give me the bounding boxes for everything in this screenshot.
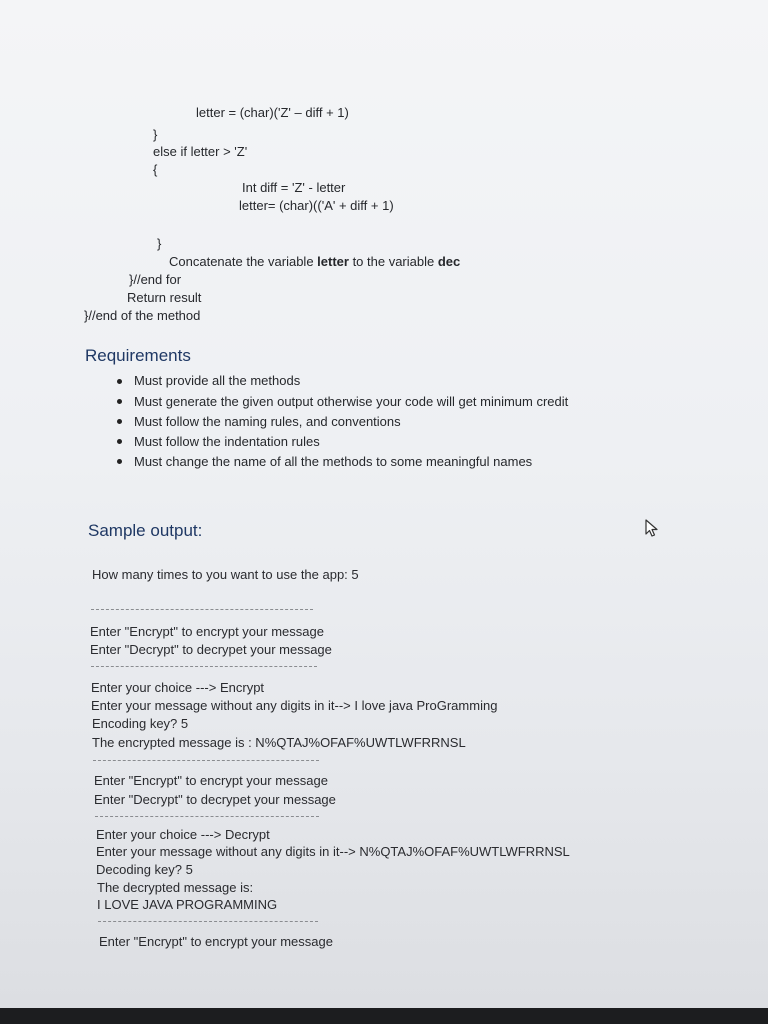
output-line: Enter "Decrypt" to decrypet your message <box>94 792 336 807</box>
bullet-icon <box>117 419 122 424</box>
code-line: letter= (char)(('A' + diff + 1) <box>239 198 394 213</box>
output-line: Enter your message without any digits in it--> N%QTAJ%OFAF%UWTLWFRRNSL <box>96 844 570 859</box>
dashed-divider <box>95 816 319 817</box>
dashed-divider <box>91 609 313 610</box>
list-item: Must follow the naming rules, and conventions <box>134 414 401 429</box>
bullet-icon <box>117 399 122 404</box>
monitor-bezel <box>0 1008 768 1024</box>
code-concatenate-line <box>169 254 460 270</box>
code-line: }//end of the method <box>84 308 201 323</box>
mouse-pointer-icon <box>644 519 660 537</box>
code-brace: { <box>153 162 158 177</box>
output-line: Enter "Encrypt" to encrypt your message <box>94 773 328 788</box>
code-line: Return result <box>127 290 202 305</box>
code-text: Concatenate the variable <box>169 254 318 269</box>
output-line: The decrypted message is: <box>97 880 254 895</box>
output-line: Decoding key? 5 <box>96 862 193 877</box>
code-line: letter = (char)('Z' – diff + 1) <box>196 105 349 120</box>
variable-name: letter <box>317 254 349 269</box>
output-line: Enter your choice ---> Decrypt <box>96 827 270 842</box>
code-line: }//end for <box>129 272 182 287</box>
output-line: Enter your message without any digits in it--> I love java ProGramming <box>91 698 498 713</box>
bullet-icon <box>117 459 122 464</box>
list-item: Must generate the given output otherwise your code will get minimum credit <box>134 394 569 409</box>
list-item: Must follow the indentation rules <box>134 434 320 449</box>
output-line: Enter "Encrypt" to encrypt your message <box>90 624 324 639</box>
list-item: Must change the name of all the methods to some meaningful names <box>134 454 533 469</box>
code-brace: } <box>153 127 158 142</box>
list-item: Must provide all the methods <box>134 373 301 388</box>
output-line: The encrypted message is : N%QTAJ%OFAF%UWTLWFRRNSL <box>92 735 466 750</box>
code-line: Int diff = 'Z' - letter <box>242 180 346 195</box>
code-line: else if letter > 'Z' <box>153 144 248 159</box>
sample-output-heading: Sample output: <box>88 521 203 540</box>
output-line: Enter "Encrypt" to encrypt your message <box>99 934 333 949</box>
requirements-heading: Requirements <box>85 346 191 365</box>
bullet-icon <box>117 439 122 444</box>
dashed-divider <box>93 760 319 761</box>
dashed-divider <box>98 921 318 922</box>
code-brace: } <box>157 236 162 251</box>
bullet-icon <box>117 379 122 384</box>
output-line: I LOVE JAVA PROGRAMMING <box>97 897 278 912</box>
output-line: Enter your choice ---> Encrypt <box>91 680 265 695</box>
code-text: to the variable <box>348 254 438 269</box>
dashed-divider <box>91 666 317 667</box>
output-line: Encoding key? 5 <box>92 716 189 731</box>
output-line: How many times to you want to use the app: 5 <box>92 567 359 582</box>
variable-name: dec <box>437 254 461 269</box>
output-line: Enter "Decrypt" to decrypet your message <box>90 642 332 657</box>
